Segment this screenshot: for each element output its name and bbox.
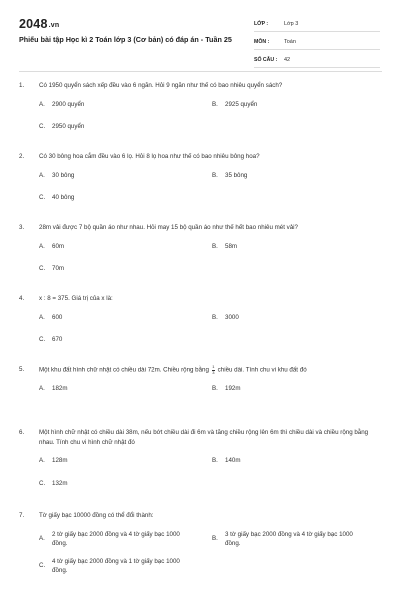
fraction-denominator: 3 [212,369,215,375]
question-text: 28m vải được 7 bộ quần áo như nhau. Hỏi may 15 bộ quần áo như thế hết bao nhiêu mét vải? [39,224,299,231]
option-a[interactable] [39,384,212,394]
option-letter: C. [39,562,46,570]
option-letter: C. [39,194,46,201]
option-text: 70m [52,265,65,272]
option-text: 35 bông [225,171,248,179]
meta-class-label: LỚP : [254,20,269,27]
question-2 [19,152,382,203]
question-text [39,365,382,375]
option-text: 2900 quyển [52,100,85,108]
option-letter: A. [39,242,45,250]
option-letter: A. [39,385,45,393]
question-number: 4. [19,295,25,302]
option-letter: B. [212,385,218,393]
option-b[interactable] [212,313,382,323]
question-number: 5. [19,366,25,373]
meta-class-value: Lớp 3 [284,20,299,27]
logo-suffix: .vn [48,22,60,29]
option-a[interactable] [39,171,212,181]
option-text: 58m [225,242,238,250]
option-letter: C. [39,265,46,272]
meta-subject-label: MÔN : [254,38,270,45]
header-divider [19,71,382,72]
option-letter: C. [39,479,46,487]
meta-count-row [254,52,380,68]
option-letter: B. [212,457,218,464]
question-4 [19,294,382,345]
meta-subject-row [254,34,380,50]
question-3 [19,223,382,274]
option-letter: B. [212,171,218,179]
option-b[interactable] [212,100,382,110]
option-letter: A. [39,313,45,321]
option-a[interactable] [39,242,212,252]
option-letter: B. [212,242,218,250]
question-text: Một hình chữ nhật có chiều dài 38m, nếu bớt chiều dài đi 6m và tăng chiều rộng lên 6m thì chiều dài và chiều rộng bằng nhau. Tính chu vi hình chữ nhật đó [39,429,369,446]
option-text: 600 [52,313,63,321]
question-number: 1. [19,82,25,89]
question-text: x : 8 = 375. Giá trị của x là: [39,295,113,302]
option-letter: C. [39,336,46,343]
option-text: 132m [52,479,68,487]
option-text: 182m [52,385,68,393]
option-c[interactable] [39,122,212,132]
question-text-after: chiều dài. Tính chu vi khu đất đó [217,366,307,374]
option-text: 670 [52,336,63,343]
option-b[interactable] [212,242,382,252]
meta-subject-value: Toán [284,38,296,45]
question-5 [19,365,382,394]
option-letter: C. [39,123,46,130]
fraction-numerator: 1 [212,364,215,369]
question-number: 3. [19,224,25,231]
option-letter: A. [39,100,45,108]
option-a[interactable] [39,313,212,323]
logo-text: 2048 [19,17,48,31]
question-7 [19,511,382,576]
option-c[interactable] [39,264,212,274]
option-a[interactable] [39,530,212,549]
option-text: 4 tờ giấy bạc 2000 đồng và 1 tờ giấy bạc 1000 đồng. [52,557,180,574]
worksheet-meta [254,16,380,70]
question-text: Tờ giấy bạc 10000 đồng có thể đổi thành: [39,512,154,519]
option-text: 2925 quyển [225,100,258,108]
option-text: 30 bông [52,171,75,179]
option-c[interactable] [39,335,212,345]
question-6 [19,428,382,488]
option-text: 128m [52,457,68,464]
option-b[interactable] [212,530,382,549]
worksheet-title: Phiếu bài tập Học kì 2 Toán lớp 3 (Cơ bản) có đáp án - Tuần 25 [19,35,232,44]
question-text: Có 30 bông hoa cắm đều vào 6 lọ. Hỏi 8 lọ hoa như thế có bao nhiêu bông hoa? [39,153,260,160]
meta-count-label: SỐ CÂU : [254,56,278,63]
option-text: 3 tờ giấy bạc 2000 đồng và 4 tờ giấy bạc 1000 đồng. [225,530,353,547]
question-1 [19,81,382,132]
option-a[interactable] [39,456,212,466]
option-text: 140m [225,457,241,464]
option-text: 40 bông [52,194,75,201]
question-number: 2. [19,153,25,160]
option-letter: B. [212,535,218,543]
meta-count-value: 42 [284,56,291,63]
option-b[interactable] [212,384,382,394]
option-c[interactable] [39,479,212,489]
option-b[interactable] [212,456,382,466]
option-b[interactable] [212,171,382,181]
option-letter: A. [39,171,45,179]
option-text: 192m [225,385,241,393]
option-letter: A. [39,457,45,464]
option-letter: B. [212,100,218,108]
option-text: 60m [52,242,65,250]
question-text: Có 1950 quyển sách xếp đều vào 6 ngăn. Hỏi 9 ngăn như thế có bao nhiêu quyển sách? [39,82,283,89]
question-text-before: Một khu đất hình chữ nhật có chiều dài 72m. Chiều rộng bằng [39,366,209,374]
question-number: 6. [19,429,25,436]
option-c[interactable] [39,193,212,203]
option-a[interactable] [39,100,212,110]
option-text: 2950 quyển [52,123,85,130]
option-letter: B. [212,313,218,321]
option-text: 3000 [225,313,239,321]
question-number: 7. [19,512,25,519]
fraction [212,365,215,375]
site-logo[interactable] [19,17,59,31]
meta-class-row [254,16,380,32]
option-letter: A. [39,535,45,543]
option-c[interactable] [39,557,212,576]
option-text: 2 tờ giấy bạc 2000 đồng và 4 tờ giấy bạc 1000 đồng. [52,530,180,547]
